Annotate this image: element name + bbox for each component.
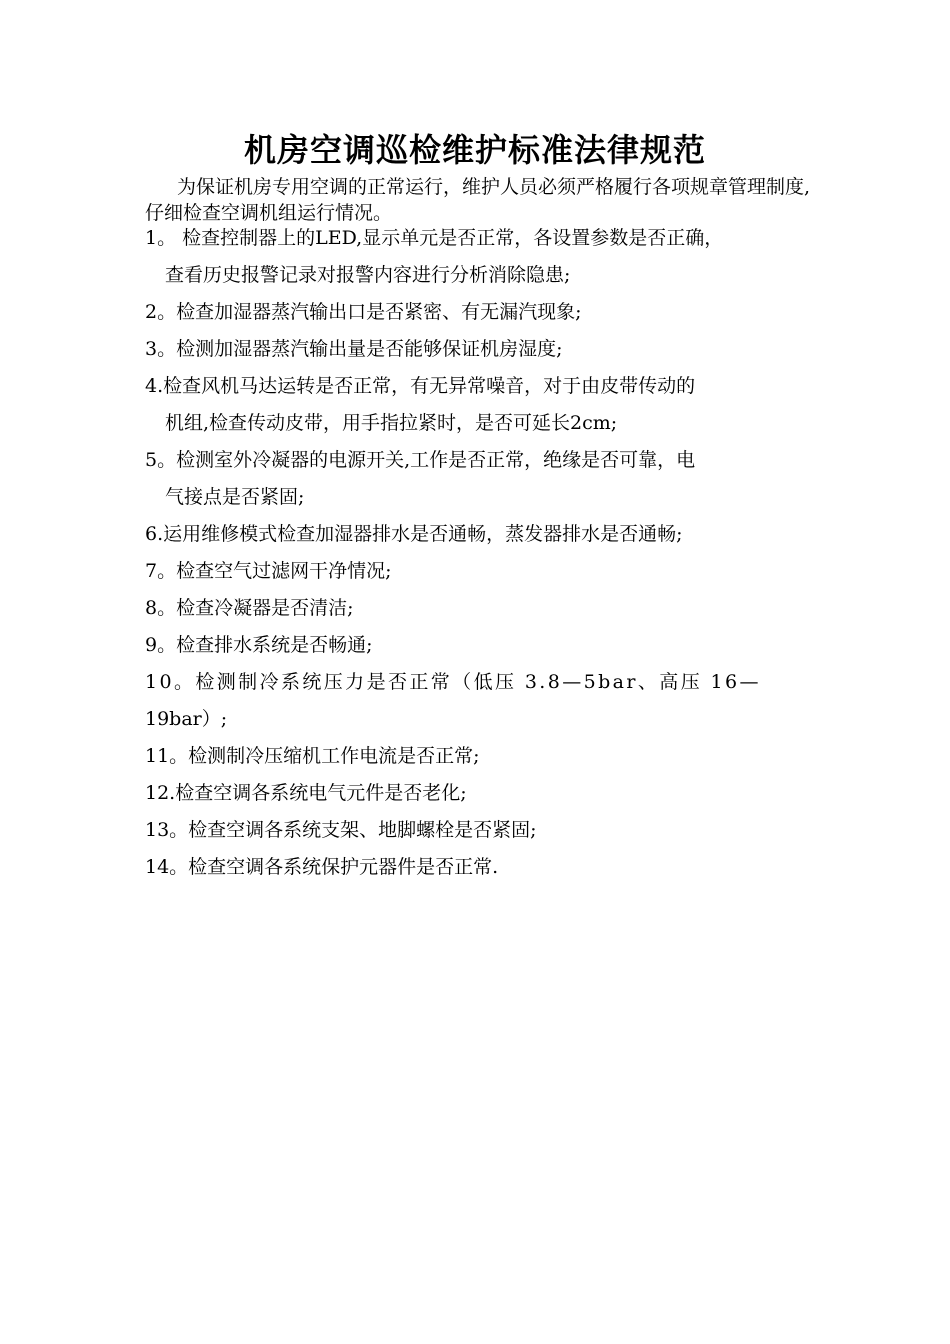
checklist-item-text: 14。检查空调各系统保护元器件是否正常. [145, 856, 499, 878]
checklist-item-7 [145, 553, 815, 590]
checklist-item-text: 12.检查空调各系统电气元件是否老化; [145, 782, 467, 804]
checklist-item-text: 8。检查冷凝器是否清洁; [145, 597, 354, 619]
inspection-checklist [145, 220, 815, 886]
checklist-item-text: 7。检查空气过滤网干净情况; [145, 560, 392, 582]
document-title: 机房空调巡检维护标准法律规范 [243, 131, 706, 169]
checklist-item-11 [145, 738, 815, 775]
checklist-item-text: 4.检查风机马达运转是否正常，有无异常噪音，对于由皮带传动的 [145, 375, 696, 397]
checklist-item-6 [145, 516, 815, 553]
checklist-item-text: 13。检查空调各系统支架、地脚螺栓是否紧固; [145, 819, 537, 841]
checklist-item-text: 10。检测制冷系统压力是否正常（低压 3.8—5bar、高压 16— [145, 671, 761, 693]
checklist-item-continuation: 19bar）; [145, 708, 228, 730]
checklist-item-continuation: 气接点是否紧固; [165, 486, 305, 508]
checklist-item-4 [145, 368, 815, 442]
checklist-item-2 [145, 294, 815, 331]
checklist-item-continuation: 查看历史报警记录对报警内容进行分析消除隐患; [165, 264, 571, 286]
checklist-item-text: 2。检查加湿器蒸汽输出口是否紧密、有无漏汽现象; [145, 301, 582, 323]
checklist-item-5 [145, 442, 815, 516]
checklist-item-9 [145, 627, 815, 664]
checklist-item-text: 6.运用维修模式检查加湿器排水是否通畅，蒸发器排水是否通畅; [145, 523, 683, 545]
checklist-item-text: 3。检测加湿器蒸汽输出量是否能够保证机房湿度; [145, 338, 563, 360]
checklist-item-14 [145, 849, 815, 886]
checklist-item-continuation: 机组,检查传动皮带，用手指拉紧时，是否可延长2cm; [165, 412, 618, 434]
checklist-item-13 [145, 812, 815, 849]
checklist-item-text: 1。 检查控制器上的LED,显示单元是否正常，各设置参数是否正确， [145, 227, 724, 249]
intro-paragraph: 为保证机房专用空调的正常运行，维护人员必须严格履行各项规章管理制度,仔细检查空调机组运行情况。 [145, 176, 811, 224]
checklist-item-text: 5。检测室外冷凝器的电源开关,工作是否正常，绝缘是否可靠，电 [145, 449, 696, 471]
checklist-item-12 [145, 775, 815, 812]
checklist-item-text: 9。检查排水系统是否畅通; [145, 634, 373, 656]
checklist-item-8 [145, 590, 815, 627]
checklist-item-10 [145, 664, 815, 738]
checklist-item-text: 11。检测制冷压缩机工作电流是否正常; [145, 745, 480, 767]
checklist-item-3 [145, 331, 815, 368]
checklist-item-1 [145, 220, 815, 294]
